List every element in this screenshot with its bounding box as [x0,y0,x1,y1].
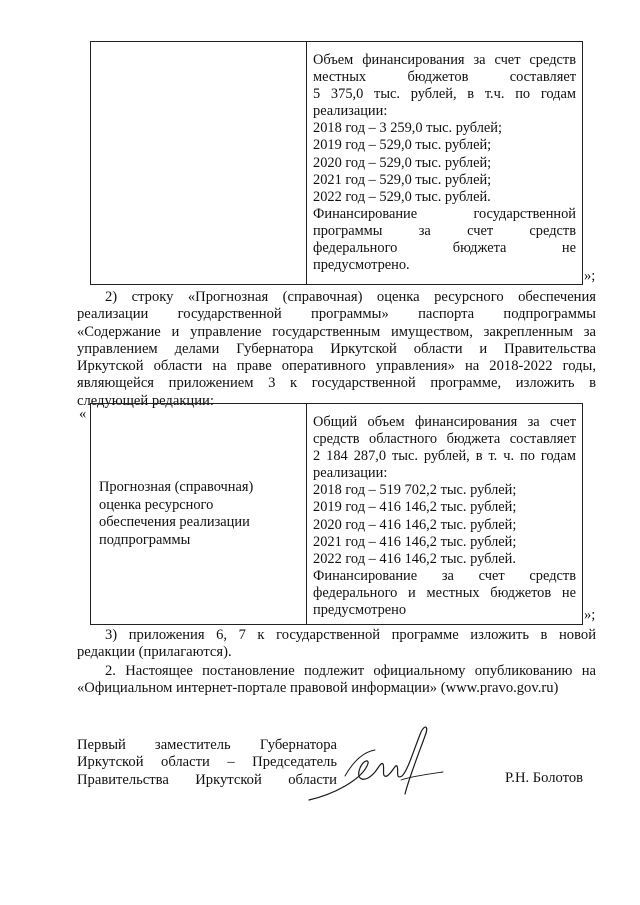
table1-left-cell [91,42,307,285]
signatory-title-line: Иркутской области – Председатель [77,754,337,771]
table2-open-quote: « [79,406,87,422]
table2-left-line: обеспечения реализации [99,514,250,530]
table1-line: реализации: [313,103,388,120]
table1-close-quote: »; [584,268,596,284]
table1-line: предусмотрено. [313,257,410,274]
table1-right-cell [307,42,583,285]
paragraph-line: «Официальном интернет-портале правовой информации» (www.pravo.gov.ru) [77,680,559,697]
table2-line: реализации: [313,465,388,482]
signatory-title-line: Первый заместитель Губернатора [77,737,337,753]
paragraph-line: 2. Настоящее постановление подлежит официальному опубликованию на [105,663,596,679]
table2-line: 2022 год – 416 146,2 тыс. рублей. [313,550,516,567]
paragraph-line: редакции (прилагаются). [77,644,232,661]
paragraph-line: управлением делами Губернатора Иркутской области и Правительства [77,340,596,357]
paragraph-line: следующей редакции: [77,392,214,409]
table1-line: 2022 год – 529,0 тыс. рублей. [313,188,491,205]
table1-line: 2021 год – 529,0 тыс. рублей; [313,171,492,188]
table1-line: 2020 год – 529,0 тыс. рублей; [313,154,492,171]
funding-table-local [90,41,583,285]
paragraph-line: являющейся приложением 3 к государственной программе, изложить в [77,375,596,392]
table1-line: Объем финансирования за счет средств [313,52,576,68]
table2-line: Общий объем финансирования за счет [313,414,576,430]
paragraph-line: Иркутской области на праве оперативного управления» на 2018-2022 годы, [77,358,596,375]
table2-line: федерального и местных бюджетов не [313,584,576,601]
signatory-title [77,737,337,789]
funding-table-forecast [90,403,583,625]
paragraph-line: реализации государственной программы» паспорта подпрограммы [77,306,596,323]
amendment-paragraph-2 [77,289,596,410]
table1-line: 2019 год – 529,0 тыс. рублей; [313,137,492,154]
table2-line: предусмотрено [313,602,407,619]
table1-line: федерального бюджета не [313,240,576,257]
paragraph-line: 3) приложения 6, 7 к государственной программе изложить в новой [105,627,596,643]
table2-line: 2021 год – 416 146,2 тыс. рублей; [313,533,517,550]
table1-line: Финансирование государственной [313,205,576,222]
signatory-name: Р.Н. Болотов [505,770,584,786]
publication-paragraph [77,663,596,698]
table1-line: 2018 год – 3 259,0 тыс. рублей; [313,120,502,137]
table1-line: 5 375,0 тыс. рублей, в т.ч. по годам [313,86,576,103]
table2-line: 2018 год – 519 702,2 тыс. рублей; [313,482,517,499]
signatory-title-line: Правительства Иркутской области [77,771,337,788]
table2-left-line: оценка ресурсного [99,496,214,513]
table2-left-cell [91,404,307,625]
table2-line: 2019 год – 416 146,2 тыс. рублей; [313,499,517,516]
table2-close-quote: »; [584,607,596,623]
table2-line: 2020 год – 416 146,2 тыс. рублей; [313,516,517,533]
table1-line: местных бюджетов составляет [313,69,576,86]
handwritten-signature-image [305,722,450,807]
table2-left-line: подпрограммы [99,531,191,548]
table2-right-cell [307,404,583,625]
amendment-paragraph-3 [77,627,596,662]
table2-line: средств областного бюджета составляет [313,431,576,448]
paragraph-line: «Содержание и управление государственным имуществом, закрепленным за [77,323,596,340]
table2-left-line: Прогнозная (справочная) [99,479,254,495]
table2-line: 2 184 287,0 тыс. рублей, в т. ч. по годам [313,448,576,465]
paragraph-line: 2) строку «Прогнозная (справочная) оценка ресурсного обеспечения [105,289,596,305]
table2-line: Финансирование за счет средств [313,567,576,584]
table1-line: программы за счет средств [313,222,576,239]
